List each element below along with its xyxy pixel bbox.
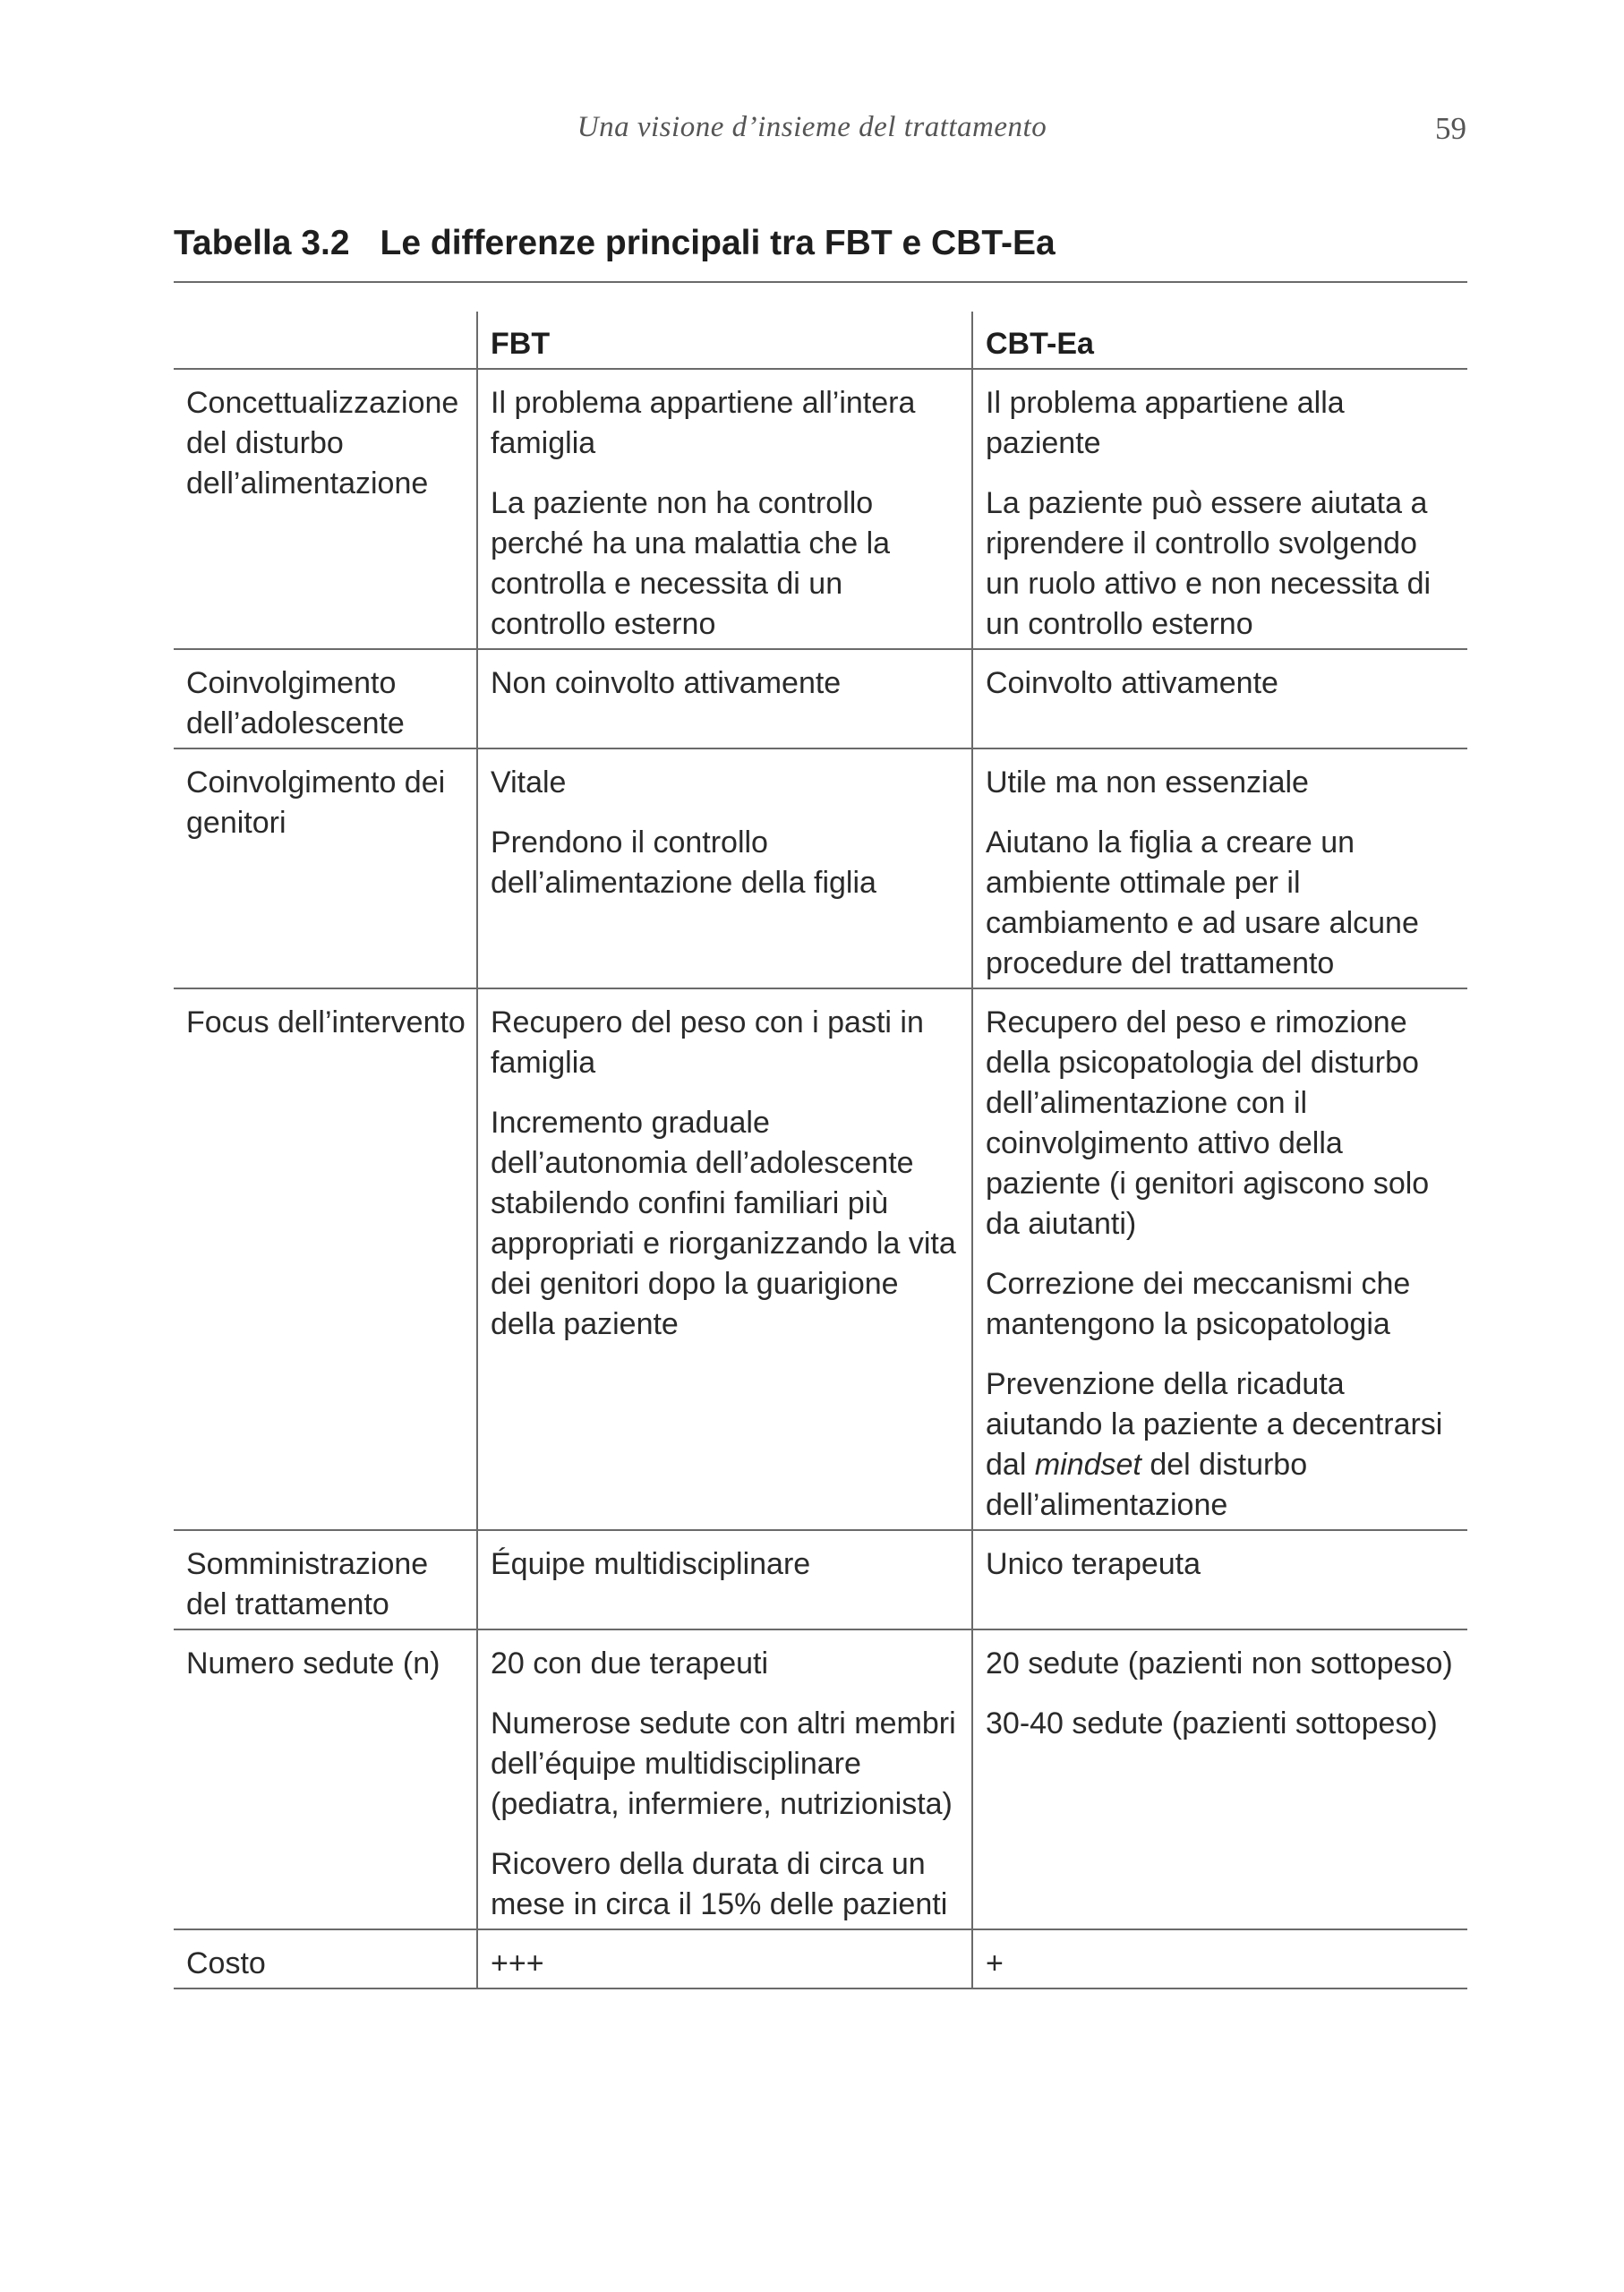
cell-paragraph: Vitale — [491, 765, 567, 800]
row-label-text: Coinvolgimento dei genitori — [186, 765, 446, 840]
cell-paragraph: La paziente non ha controllo perché ha una malattia che la controlla e necessita di un controllo esterno — [491, 486, 891, 641]
cbt-cell — [972, 1530, 1467, 1629]
cell-paragraph: Prendono il controllo dell’alimentazione della figlia — [491, 825, 876, 900]
cbt-cell — [972, 1629, 1467, 1929]
text-span: Prevenzione della ricaduta aiutando la paziente a decentrarsi dal — [986, 1367, 1443, 1482]
table-row — [174, 1629, 1467, 1929]
fbt-cell — [477, 369, 972, 649]
row-label — [174, 1629, 477, 1929]
fbt-cell — [477, 649, 972, 748]
row-label-text: Concettualizzazione del disturbo dell’alimentazione — [186, 386, 459, 500]
cell-paragraph-mixed — [986, 1364, 1457, 1526]
cell-paragraph: La paziente può essere aiutata a riprendere il controllo svolgendo un ruolo attivo e non necessita di un controllo esterno — [986, 486, 1432, 641]
fbt-cell — [477, 1929, 972, 1988]
cbt-cell — [972, 1929, 1467, 1988]
cell-paragraph: Ricovero della durata di circa un mese in circa il 15% delle pazienti — [491, 1847, 948, 1921]
comparison-table — [174, 312, 1467, 1989]
fbt-cell — [477, 1629, 972, 1929]
fbt-cell — [477, 1530, 972, 1629]
row-label — [174, 748, 477, 988]
page-number: 59 — [1435, 111, 1466, 146]
table-row — [174, 1929, 1467, 1988]
cell-paragraph: Recupero del peso e rimozione della psicopatologia del disturbo dell’alimentazione con il coinvolgimento attivo della paziente (i genitori agiscono solo da aiutanti) — [986, 1005, 1430, 1241]
cell-paragraph: 20 con due terapeuti — [491, 1646, 769, 1681]
row-label — [174, 988, 477, 1530]
row-label-text: Coinvolgimento dell’adolescente — [186, 666, 405, 740]
row-label-text: Focus dell’intervento — [186, 1005, 466, 1039]
cell-paragraph: Unico terapeuta — [986, 1547, 1201, 1581]
running-head — [0, 111, 1624, 152]
running-title: Una visione d’insieme del trattamento — [577, 111, 1047, 143]
row-label-text: Costo — [186, 1946, 266, 1980]
cell-paragraph: 20 sedute (pazienti non sottopeso) — [986, 1646, 1453, 1681]
column-header-empty — [174, 312, 477, 369]
column-header-fbt: FBT — [477, 312, 972, 369]
table-row — [174, 748, 1467, 988]
table-row — [174, 1530, 1467, 1629]
cell-paragraph: Non coinvolto attivamente — [491, 666, 842, 700]
cell-paragraph: Équipe multidisciplinare — [491, 1547, 811, 1581]
text-span: del disturbo dell’alimentazione — [986, 1448, 1308, 1522]
cell-paragraph: + — [986, 1946, 1004, 1980]
cbt-cell — [972, 369, 1467, 649]
table-row — [174, 649, 1467, 748]
row-label — [174, 649, 477, 748]
table-caption-title: Le differenze principali tra FBT e CBT-Ea — [380, 224, 1056, 262]
table-header-row — [174, 312, 1467, 369]
cell-paragraph: Aiutano la figlia a creare un ambiente ottimale per il cambiamento e ad usare alcune procedure del trattamento — [986, 825, 1419, 980]
table-row — [174, 369, 1467, 649]
table-caption-number: Tabella 3.2 — [174, 224, 350, 262]
cbt-cell — [972, 748, 1467, 988]
cell-paragraph: +++ — [491, 1946, 544, 1980]
row-label — [174, 1929, 477, 1988]
cbt-cell — [972, 649, 1467, 748]
fbt-cell — [477, 748, 972, 988]
row-label — [174, 1530, 477, 1629]
cell-paragraph: 30-40 sedute (pazienti sottopeso) — [986, 1706, 1438, 1740]
cell-paragraph: Coinvolto attivamente — [986, 666, 1278, 700]
table-caption — [174, 224, 1056, 263]
cell-paragraph: Utile ma non essenziale — [986, 765, 1309, 800]
cell-paragraph: Il problema appartiene alla paziente — [986, 386, 1345, 460]
cell-paragraph: Incremento graduale dell’autonomia dell’adolescente stabilendo confini familiari più appropriati e riorganizzando la vita dei genitori dopo la guarigione della paziente — [491, 1106, 956, 1341]
fbt-cell — [477, 988, 972, 1530]
row-label-text: Numero sedute (n) — [186, 1646, 440, 1681]
caption-rule — [174, 281, 1467, 283]
cell-paragraph: Recupero del peso con i pasti in famiglia — [491, 1005, 924, 1080]
cell-paragraph: Il problema appartiene all’intera famiglia — [491, 386, 916, 460]
row-label — [174, 369, 477, 649]
table-row — [174, 988, 1467, 1530]
row-label-text: Somministrazione del trattamento — [186, 1547, 429, 1621]
italic-term: mindset — [1034, 1448, 1141, 1482]
column-header-cbt-ea: CBT-Ea — [972, 312, 1467, 369]
cbt-cell — [972, 988, 1467, 1530]
cell-paragraph: Correzione dei meccanismi che mantengono la psicopatologia — [986, 1267, 1411, 1341]
cell-paragraph: Numerose sedute con altri membri dell’équipe multidisciplinare (pediatra, infermiere, nutrizionista) — [491, 1706, 956, 1821]
